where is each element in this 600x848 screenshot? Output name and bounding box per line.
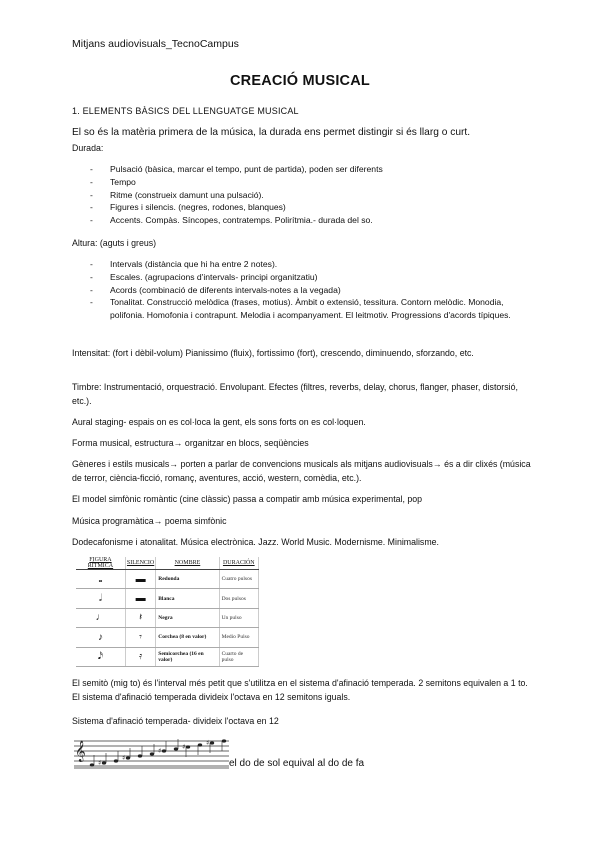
figure-symbol: ♩: [76, 608, 125, 627]
figure-symbol: 𝅘𝅥𝅯: [76, 647, 125, 666]
list-item: - Pulsació (bàsica, marcar el tempo, punt de partida), poden ser diferents: [72, 163, 532, 176]
rest-symbol: 𝄽: [125, 608, 155, 627]
table-row: [76, 647, 259, 666]
rest-symbol: 𝄾: [125, 628, 155, 647]
list-item: - Tonalitat. Construcció melòdica (frases, motius). Àmbit o extensió, tessitura. Contorn melòdic. Monodia, polifonia. Homofonia i contrapunt. Melodia i acompanyament. El leitmotiv. Progressions d'acords típiques.: [72, 296, 532, 322]
svg-text:♯: ♯: [182, 743, 186, 751]
figure-name: Redonda: [156, 570, 219, 589]
table-row: [76, 570, 259, 589]
timbre-paragraph: Timbre: Instrumentació, orquestració. Envolupant. Efectes (filtres, reverbs, delay, chorus, flanger, phaser, distorsió, etc.).: [72, 382, 518, 406]
durada-label: Durada:: [72, 143, 104, 153]
figure-name: Semicorchea (16 en valor): [156, 647, 219, 666]
list-item: - Intervals (distància que hi ha entre 2 notes).: [72, 258, 532, 271]
figure-duration: Cuatro pulsos: [219, 570, 258, 589]
table-header: DURACIÓN: [219, 557, 258, 570]
altura-list: [72, 258, 532, 322]
rest-symbol: 𝄿: [125, 647, 155, 666]
generes-paragraph: Gèneres i estils musicals→ porten a parlar de convencions musicals als mitjans audiovisuals→ és a dir clixés (música de terror, ciència-ficció, romanç, aventures, acció, western, comèdia, etc.).: [72, 459, 531, 483]
svg-text:♯: ♯: [158, 747, 162, 755]
figure-duration: Cuarto de pulso: [219, 647, 258, 666]
table-row: [76, 608, 259, 627]
forma-paragraph: Forma musical, estructura→ organitzar en blocs, seqüències: [72, 438, 309, 448]
list-item: - Escales. (agrupacions d'intervals- principi organitzatiu): [72, 271, 532, 284]
table-header: NOMBRE: [156, 557, 219, 570]
figure-duration: Dos pulsos: [219, 589, 258, 608]
altura-label: Altura: (aguts i greus): [72, 238, 157, 248]
list-item: - Ritme (construeix damunt una pulsació).: [72, 189, 532, 202]
document-title: CREACIÓ MUSICAL: [230, 73, 370, 89]
svg-text:♯: ♯: [206, 739, 210, 747]
chromatic-scale-staff: [74, 735, 229, 771]
staff-caption: el do de sol equival al do de fa: [229, 758, 365, 769]
rest-symbol: ▬: [125, 589, 155, 608]
table-row: [76, 589, 259, 608]
music-staff-image: [74, 735, 229, 771]
list-item: - Accents. Compàs. Síncopes, contratemps. Polirítmia.- durada del so.: [72, 214, 532, 227]
aural-paragraph: Aural staging- espais on es col·loca la gent, els sons forts on es col·loquen.: [72, 417, 366, 427]
page-header: Mitjans audiovisuals_TecnoCampus: [72, 38, 239, 50]
figure-duration: Un pulso: [219, 608, 258, 627]
sistema-paragraph: Sistema d'afinació temperada- divideix l'octava en 12: [72, 716, 279, 726]
list-item: - Figures i silencis. (negres, rodones, blanques): [72, 201, 532, 214]
table-row: [76, 628, 259, 647]
list-item: - Tempo: [72, 176, 532, 189]
svg-text:♯: ♯: [98, 759, 102, 767]
figure-name: Blanca: [156, 589, 219, 608]
figure-symbol: 𝅝: [76, 570, 125, 589]
figure-symbol: ♪: [76, 628, 125, 647]
intro-paragraph: El so és la matèria primera de la música, la durada ens permet distingir si és llarg o curt.: [72, 127, 471, 138]
table-header: FIGURA RÍTMICA: [76, 557, 125, 570]
rhythm-figures-table: [76, 557, 259, 667]
durada-list: [72, 163, 532, 227]
figure-duration: Medio Pulso: [219, 628, 258, 647]
dodeca-paragraph: Dodecafonisme i atonalitat. Música electrònica. Jazz. World Music. Modernisme. Minimalisme.: [72, 537, 439, 547]
semito-paragraph: El semitò (mig to) és l'interval més petit que s'utilitza en el sistema d'afinació temperada. 2 semitons equivalen a 1 to. El sistema d'afinació temperada divideix l'octava en 12 semitons iguals.: [72, 678, 528, 702]
model-paragraph: El model simfònic romàntic (cine clàssic) passa a compatir amb música experimental, pop: [72, 494, 423, 504]
section-heading: 1. ELEMENTS BÀSICS DEL LLENGUATGE MUSICAL: [72, 106, 299, 116]
figure-symbol: 𝅗𝅥: [76, 589, 125, 608]
figure-name: Corchea (8 en valor): [156, 628, 219, 647]
programatica-paragraph: Música programàtica→ poema simfònic: [72, 516, 227, 526]
intensitat-paragraph: Intensitat: (fort i dèbil-volum) Pianissimo (fluix), fortissimo (fort), crescendo, diminuendo, sforzando, etc.: [72, 348, 474, 358]
table-header: SILENCIO: [125, 557, 155, 570]
svg-text:𝄞: 𝄞: [75, 741, 86, 762]
figure-name: Negra: [156, 608, 219, 627]
svg-text:♯: ♯: [122, 754, 126, 762]
rest-symbol: ▬: [125, 570, 155, 589]
list-item: - Acords (combinació de diferents intervals-notes a la vegada): [72, 284, 532, 297]
